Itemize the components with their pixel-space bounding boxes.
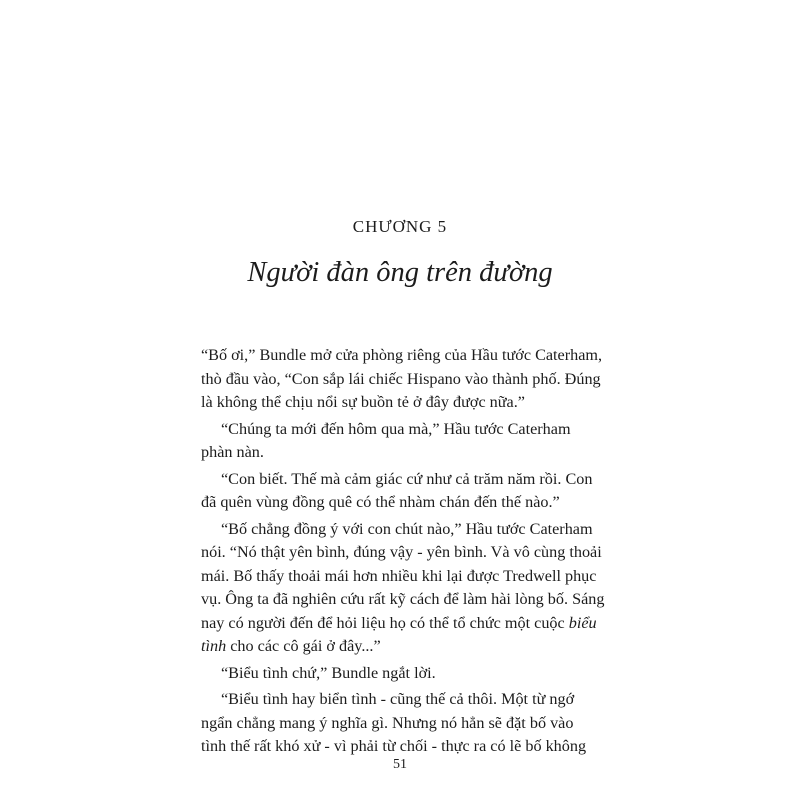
text-line: đã quên vùng đồng quê có thể nhàm chán đến thế nào.” (201, 493, 560, 511)
paragraph (201, 468, 607, 515)
text-line: “Chúng ta mới đến hôm qua mà,” Hầu tước Caterham (221, 419, 571, 438)
italic-word: tình (201, 637, 227, 655)
text-line: mái. Bố thấy thoải mái hơn nhiều khi lại được Tredwell phục (201, 566, 597, 585)
text-line: “Bố chẳng đồng ý với con chút nào,” Hầu tước Caterham (221, 519, 593, 538)
text-line: thò đầu vào, “Con sắp lái chiếc Hispano vào thành phố. Đúng (201, 369, 601, 388)
text-line: “Bố ơi,” Bundle mở cửa phòng riêng của Hầu tước Caterham, (201, 346, 603, 364)
page-number: 51 (393, 757, 407, 772)
text-line: tình thế rất khó xử - vì phải từ chối - thực ra có lẽ bố không (201, 737, 587, 755)
text-segment: cho các cô gái ở đây...” (226, 637, 381, 655)
text-line: “Biểu tình hay biển tình - cũng thế cả thôi. Một từ ngớ (221, 690, 575, 708)
paragraph (201, 344, 607, 415)
text-line: phàn nàn. (201, 443, 264, 461)
paragraph (201, 662, 607, 686)
italic-word: biểu (568, 613, 597, 632)
chapter-title: Người đàn ông trên đường (247, 257, 553, 288)
text-line: “Biểu tình chứ,” Bundle ngắt lời. (221, 663, 436, 682)
text-line: nói. “Nó thật yên bình, đúng vậy - yên bình. Và vô cùng thoải (201, 543, 602, 561)
text-line (201, 612, 607, 636)
paragraph (201, 418, 607, 465)
text-line (201, 635, 607, 659)
text-line: ngẩn chẳng mang ý nghĩa gì. Nhưng nó hẳn sẽ đặt bố vào (201, 713, 574, 732)
text-segment: nay có người đến để hỏi liệu họ có thể tổ chức một cuộc (201, 613, 569, 632)
paragraph (201, 518, 607, 659)
paragraph (201, 688, 607, 759)
text-line: vụ. Ông ta đã nghiên cứu rất kỹ cách để làm hài lòng bố. Sáng (201, 590, 605, 608)
text-line: “Con biết. Thế mà cảm giác cứ như cả trăm năm rồi. Con (221, 469, 593, 488)
chapter-label: CHƯƠNG 5 (352, 217, 448, 236)
text-line: là không thể chịu nổi sự buồn tẻ ở đây được nữa.” (201, 393, 525, 411)
body-text (201, 344, 607, 762)
